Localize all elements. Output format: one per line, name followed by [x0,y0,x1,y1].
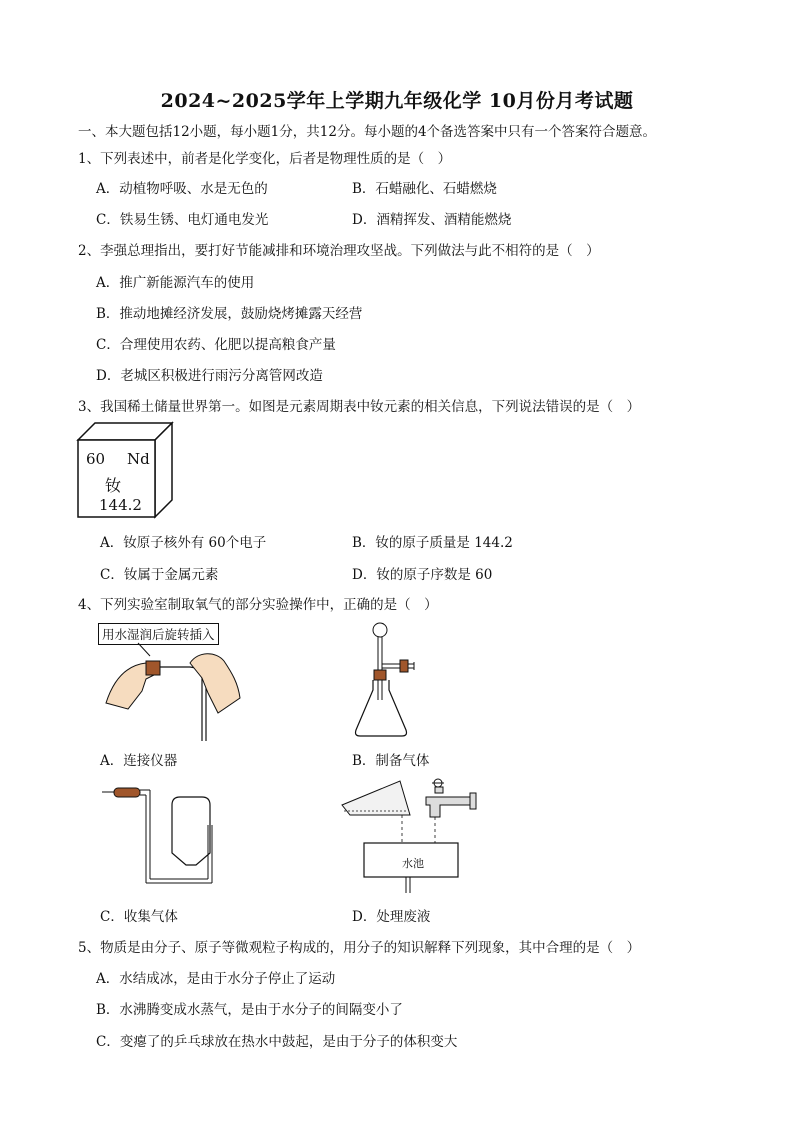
q5-stem: 5、物质是由分子、原子等微观粒子构成的，用分子的知识解释下列现象，其中合理的是（ ） [78,940,641,956]
q3-stem: 3、我国稀土储量世界第一。如图是元素周期表中钕元素的相关信息，下列说法错误的是（ ） [78,399,641,415]
figure-waste-disposal [340,775,490,895]
q4-option-c[interactable]: C．收集气体 [100,909,178,925]
q1-stem: 1、下列表述中，前者是化学变化，后者是物理性质的是（ ） [78,151,452,167]
q2-option-b[interactable]: B．推动地摊经济发展，鼓励烧烤摊露天经营 [96,306,363,322]
element-symbol: Nd [127,450,150,468]
q2-option-c[interactable]: C．合理使用农药、化肥以提高粮食产量 [96,337,336,353]
q1-option-d[interactable]: D．酒精挥发、酒精能燃烧 [352,212,512,228]
element-name: 钕 [105,476,122,495]
q1-option-b[interactable]: B．石蜡融化、石蜡燃烧 [352,181,497,197]
hands-tube-drawing [98,623,248,743]
collection-bottle-drawing [100,785,240,895]
pool-label: 水池 [402,857,424,870]
q3-option-c[interactable]: C．钕属于金属元素 [100,567,219,583]
q1-option-c[interactable]: C．铁易生锈、电灯通电发光 [96,212,269,228]
q2-stem: 2、李强总理指出，要打好节能减排和环境治理攻坚战。下列做法与此不相符的是（ ） [78,243,600,259]
q4-option-d[interactable]: D．处理废液 [352,909,431,925]
q2-option-d[interactable]: D．老城区积极进行雨污分离管网改造 [96,368,323,384]
q4-option-a[interactable]: A．连接仪器 [100,753,178,769]
atomic-mass: 144.2 [99,496,142,514]
q4-stem: 4、下列实验室制取氧气的部分实验操作中，正确的是（ ） [78,597,438,613]
section-instructions: 一、本大题包括12小题，每小题1分，共12分。每小题的4个备选答案中只有一个答案符合题意。 [78,124,657,140]
figure-connect-apparatus [98,623,248,743]
q3-option-a[interactable]: A．钕原子核外有 60个电子 [100,535,267,551]
q1-option-a[interactable]: A．动植物呼吸、水是无色的 [96,181,268,197]
atomic-number: 60 [86,450,106,468]
q3-option-d[interactable]: D．钕的原子序数是 60 [352,567,493,583]
q5-option-c[interactable]: C．变瘪了的乒乓球放在热水中鼓起，是由于分子的体积变大 [96,1034,458,1050]
q3-option-b[interactable]: B．钕的原子质量是 144.2 [352,535,513,551]
q5-option-b[interactable]: B．水沸腾变成水蒸气，是由于水分子的间隔变小了 [96,1002,403,1018]
flask-apparatus-drawing [352,620,432,740]
q4-option-b[interactable]: B．制备气体 [352,753,430,769]
pool-tap-drawing [340,775,490,895]
element-cell [77,422,173,518]
q2-option-a[interactable]: A．推广新能源汽车的使用 [96,275,255,291]
callout-label: 用水湿润后旋转插入 [98,623,219,645]
q5-option-a[interactable]: A．水结成冰，是由于水分子停止了运动 [96,971,336,987]
page-title: 2024~2025学年上学期九年级化学 10月份月考试题 [160,90,634,112]
